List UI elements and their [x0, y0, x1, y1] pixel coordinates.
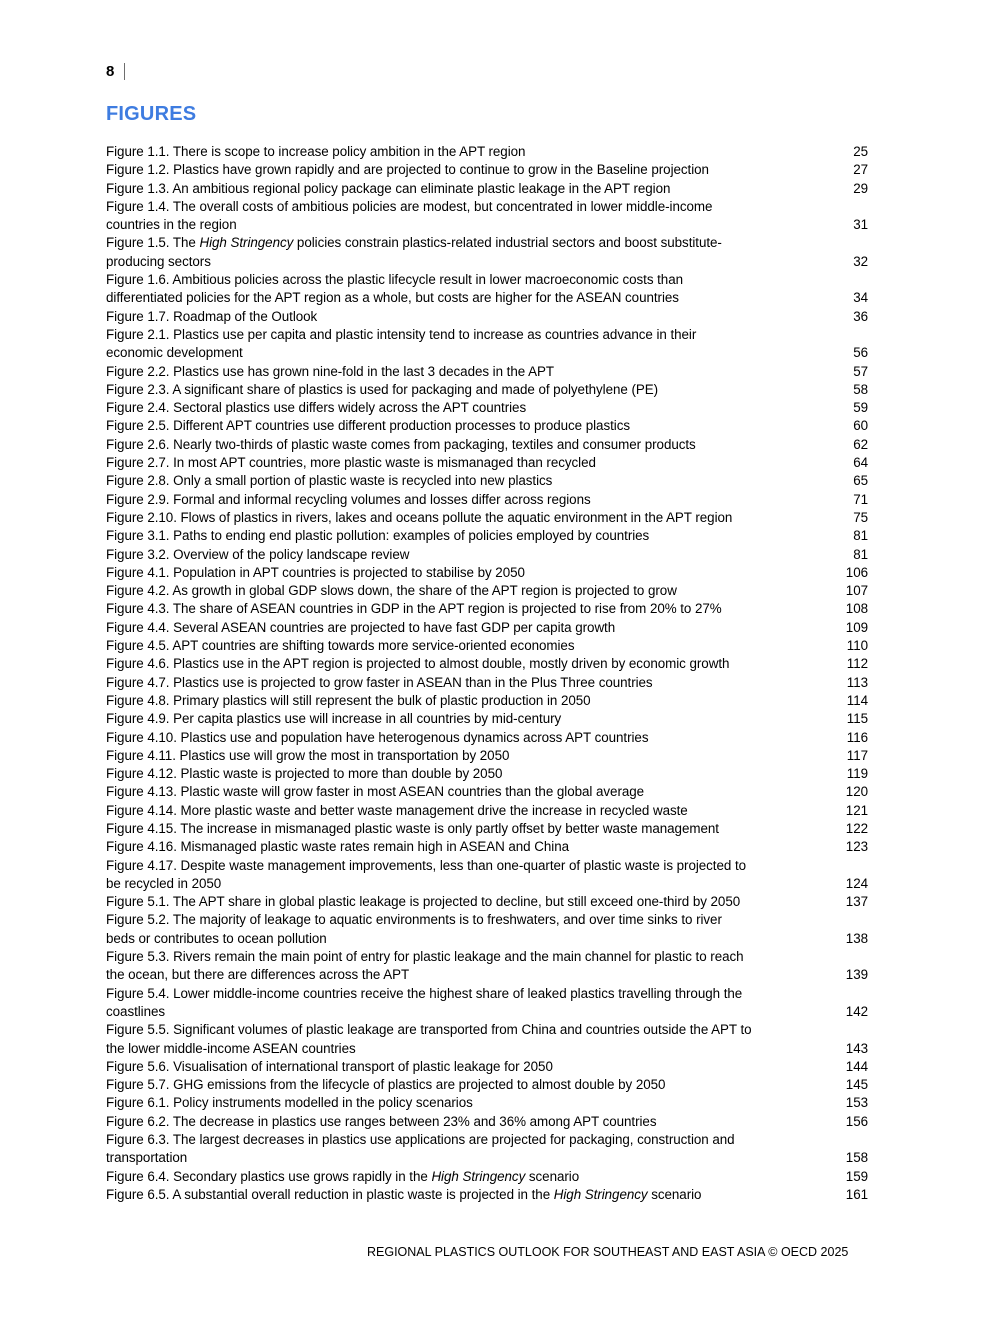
- toc-entry[interactable]: [106, 1168, 868, 1186]
- toc-entry-line: Figure 5.1. The APT share in global plastic leakage is projected to decline, but still exceed one-third by 2050: [106, 894, 741, 910]
- toc-entry[interactable]: [106, 143, 868, 161]
- toc-entry-page: 108: [845, 601, 868, 617]
- header-divider: [124, 63, 125, 80]
- toc-entry-line: Figure 5.7. GHG emissions from the lifecycle of plastics are projected to almost double by 2050: [106, 1077, 666, 1093]
- toc-entry-page: 58: [853, 381, 868, 397]
- toc-entry[interactable]: [106, 198, 868, 235]
- toc-entry[interactable]: [106, 454, 868, 472]
- toc-entry-line: Figure 4.7. Plastics use is projected to grow faster in ASEAN than in the Plus Three countries: [106, 674, 653, 690]
- toc-entry-page: 137: [845, 894, 868, 910]
- toc-entry-line: Figure 1.3. An ambitious regional policy package can eliminate plastic leakage in the APT region: [106, 180, 671, 196]
- toc-entry-line: Figure 4.2. As growth in global GDP slows down, the share of the APT region is projected to grow: [106, 583, 677, 599]
- toc-entry[interactable]: [106, 619, 868, 637]
- toc-entry-line: Figure 3.2. Overview of the policy landscape review: [106, 546, 410, 562]
- toc-entry[interactable]: [106, 509, 868, 527]
- toc-entry[interactable]: [106, 692, 868, 710]
- toc-entry-page: 153: [845, 1095, 868, 1111]
- toc-entry-page: 75: [853, 509, 868, 525]
- toc-entry-line: Figure 4.11. Plastics use will grow the most in transportation by 2050: [106, 747, 510, 763]
- toc-entry[interactable]: [106, 234, 868, 271]
- toc-entry[interactable]: [106, 417, 868, 435]
- toc-entry-page: 120: [845, 784, 868, 800]
- toc-entry-line: the ocean, but there are differences across the APT: [106, 967, 410, 983]
- toc-entry[interactable]: [106, 381, 868, 399]
- toc-entry[interactable]: [106, 1094, 868, 1112]
- toc-entry-page: 117: [846, 747, 868, 763]
- toc-entry-page: 106: [845, 564, 868, 580]
- toc-entry-line: Figure 5.2. The majority of leakage to aquatic environments is to freshwaters, and over time sinks to river: [106, 912, 722, 928]
- toc-entry-line: Figure 1.7. Roadmap of the Outlook: [106, 308, 318, 324]
- toc-entry-line: Figure 5.5. Significant volumes of plastic leakage are transported from China and countries outside the APT to: [106, 1022, 752, 1038]
- toc-entry-line: Figure 2.10. Flows of plastics in rivers, lakes and oceans pollute the aquatic environment in the APT region: [106, 509, 733, 525]
- toc-entry[interactable]: [106, 1021, 868, 1058]
- toc-entry-page: 59: [853, 400, 868, 416]
- toc-entry[interactable]: [106, 747, 868, 765]
- toc-entry-line: countries in the region: [106, 217, 237, 233]
- toc-entry[interactable]: [106, 1076, 868, 1094]
- toc-entry-page: 71: [853, 491, 868, 507]
- page-number: 8: [106, 63, 115, 80]
- toc-entry-page: 122: [845, 820, 868, 836]
- toc-entry[interactable]: [106, 820, 868, 838]
- toc-entry-line: Figure 4.1. Population in APT countries is projected to stabilise by 2050: [106, 564, 525, 580]
- toc-entry[interactable]: [106, 527, 868, 545]
- toc-entry[interactable]: [106, 729, 868, 747]
- toc-entry[interactable]: [106, 857, 868, 894]
- toc-entry[interactable]: [106, 546, 868, 564]
- toc-entry-line: Figure 1.5. The High Stringency policies constrain plastics-related industrial sectors and boost substitute-: [106, 235, 722, 251]
- toc-entry-line: transportation: [106, 1150, 188, 1166]
- toc-entry-page: 36: [853, 308, 868, 324]
- toc-entry-page: 145: [845, 1077, 868, 1093]
- toc-entry[interactable]: [106, 948, 868, 985]
- toc-entry[interactable]: [106, 1186, 868, 1204]
- toc-entry-line: Figure 2.4. Sectoral plastics use differs widely across the APT countries: [106, 400, 527, 416]
- toc-entry[interactable]: [106, 326, 868, 363]
- toc-entry-page: 60: [853, 418, 868, 434]
- toc-entry-line: Figure 4.9. Per capita plastics use will increase in all countries by mid-century: [106, 711, 562, 727]
- toc-entry-line: Figure 2.2. Plastics use has grown nine-fold in the last 3 decades in the APT: [106, 363, 554, 379]
- toc-entry-line: differentiated policies for the APT region as a whole, but costs are higher for the ASEAN countries: [106, 290, 679, 306]
- toc-entry-line: Figure 5.6. Visualisation of international transport of plastic leakage for 2050: [106, 1058, 553, 1074]
- toc-entry[interactable]: [106, 1131, 868, 1168]
- toc-entry-line: Figure 1.6. Ambitious policies across the plastic lifecycle result in lower macroeconomic costs than: [106, 272, 683, 288]
- toc-entry-line: Figure 3.1. Paths to ending end plastic pollution: examples of policies employed by countries: [106, 528, 650, 544]
- toc-entry-line: Figure 2.1. Plastics use per capita and plastic intensity tend to increase as countries advance in their: [106, 326, 697, 342]
- toc-entry-page: 161: [845, 1186, 868, 1202]
- toc-entry-line: Figure 4.14. More plastic waste and better waste management drive the increase in recycled waste: [106, 802, 688, 818]
- toc-entry-page: 116: [846, 729, 868, 745]
- toc-entry[interactable]: [106, 161, 868, 179]
- toc-entry-page: 112: [846, 656, 868, 672]
- toc-entry-line: Figure 6.4. Secondary plastics use grows rapidly in the High Stringency scenario: [106, 1168, 580, 1184]
- toc-entry[interactable]: [106, 655, 868, 673]
- toc-entry[interactable]: [106, 271, 868, 308]
- toc-entry-line: Figure 6.2. The decrease in plastics use ranges between 23% and 36% among APT countries: [106, 1113, 657, 1129]
- toc-entry-line: Figure 1.2. Plastics have grown rapidly and are projected to continue to grow in the Baseline projection: [106, 162, 709, 178]
- toc-entry-line: Figure 2.5. Different APT countries use different production processes to produce plastics: [106, 418, 630, 434]
- toc-entry-page: 158: [845, 1150, 868, 1166]
- toc-entry-line: Figure 4.16. Mismanaged plastic waste rates remain high in ASEAN and China: [106, 839, 569, 855]
- toc-entry-page: 32: [853, 253, 868, 269]
- toc-entry-line: Figure 2.8. Only a small portion of plastic waste is recycled into new plastics: [106, 473, 553, 489]
- toc-entry[interactable]: [106, 783, 868, 801]
- toc-entry-page: 65: [853, 473, 868, 489]
- toc-entry-line: Figure 4.3. The share of ASEAN countries in GDP in the APT region is projected to rise from 20% to 27%: [106, 601, 722, 617]
- toc-entry-line: Figure 2.9. Formal and informal recycling volumes and losses differ across regions: [106, 491, 591, 507]
- toc-entry[interactable]: [106, 802, 868, 820]
- toc-entry-page: 81: [853, 528, 868, 544]
- toc-entry-line: Figure 5.3. Rivers remain the main point of entry for plastic leakage and the main channel for plastic to reach: [106, 949, 744, 965]
- toc-entry[interactable]: [106, 564, 868, 582]
- toc-entry-line: Figure 6.1. Policy instruments modelled in the policy scenarios: [106, 1095, 473, 1111]
- toc-entry[interactable]: [106, 1113, 868, 1131]
- toc-entry-page: 34: [853, 290, 868, 306]
- toc-entry-page: 138: [845, 930, 868, 946]
- toc-entry-page: 124: [845, 875, 868, 891]
- toc-entry-page: 107: [845, 583, 868, 599]
- toc-entry-line: Figure 4.13. Plastic waste will grow faster in most ASEAN countries than the global average: [106, 784, 645, 800]
- toc-entry-line: coastlines: [106, 1003, 166, 1019]
- toc-entry-page: 119: [846, 766, 868, 782]
- toc-entry-line: be recycled in 2050: [106, 875, 222, 891]
- toc-entry-page: 113: [846, 674, 868, 690]
- toc-entry-line: the lower middle-income ASEAN countries: [106, 1040, 356, 1056]
- toc-entry-page: 31: [853, 217, 868, 233]
- toc-entry-page: 144: [845, 1058, 868, 1074]
- toc-entry-page: 56: [853, 345, 868, 361]
- toc-entry[interactable]: [106, 363, 868, 381]
- toc-entry-page: 109: [845, 619, 868, 635]
- toc-entry[interactable]: [106, 674, 868, 692]
- toc-entry-page: 25: [853, 144, 868, 159]
- toc-entry[interactable]: [106, 838, 868, 856]
- toc-entry-page: 57: [853, 363, 868, 379]
- toc-entry-line: Figure 5.4. Lower middle-income countries receive the highest share of leaked plastics travelling through the: [106, 985, 743, 1001]
- toc-entry[interactable]: [106, 710, 868, 728]
- toc-entry-page: 121: [845, 802, 868, 818]
- toc-entry[interactable]: [106, 765, 868, 783]
- toc-entry-line: Figure 2.3. A significant share of plastics is used for packaging and made of polyethylene (PE): [106, 381, 659, 397]
- figures-list: [106, 143, 868, 1204]
- toc-entry-line: Figure 4.15. The increase in mismanaged plastic waste is only partly offset by better waste management: [106, 820, 719, 836]
- toc-entry-page: 27: [853, 162, 868, 178]
- toc-entry-page: 115: [846, 711, 868, 727]
- toc-entry-page: 159: [845, 1168, 868, 1184]
- toc-entry[interactable]: [106, 436, 868, 454]
- toc-entry[interactable]: [106, 180, 868, 198]
- toc-entry[interactable]: [106, 472, 868, 490]
- toc-entry-line: Figure 4.10. Plastics use and population have heterogenous dynamics across APT countries: [106, 729, 649, 745]
- toc-entry-line: Figure 1.1. There is scope to increase policy ambition in the APT region: [106, 144, 526, 159]
- toc-entry-line: Figure 4.8. Primary plastics will still represent the bulk of plastic production in 2050: [106, 692, 591, 708]
- toc-entry[interactable]: [106, 985, 868, 1022]
- toc-entry-line: producing sectors: [106, 253, 211, 269]
- toc-entry-page: 81: [853, 546, 868, 562]
- toc-entry[interactable]: [106, 491, 868, 509]
- toc-entry[interactable]: [106, 399, 868, 417]
- toc-entry-line: Figure 1.4. The overall costs of ambitious policies are modest, but concentrated in lower middle-income: [106, 198, 713, 214]
- toc-entry-page: 142: [845, 1003, 868, 1019]
- toc-entry-line: Figure 4.17. Despite waste management improvements, less than one-quarter of plastic waste is projected to: [106, 857, 747, 873]
- toc-entry-page: 156: [845, 1113, 868, 1129]
- toc-entry-page: 62: [853, 436, 868, 452]
- toc-entry-line: beds or contributes to ocean pollution: [106, 930, 327, 946]
- toc-entry[interactable]: [106, 1058, 868, 1076]
- toc-entry-page: 123: [845, 839, 868, 855]
- toc-entry[interactable]: [106, 600, 868, 618]
- toc-entry-page: 114: [846, 692, 868, 708]
- toc-entry-line: Figure 2.7. In most APT countries, more plastic waste is mismanaged than recycled: [106, 455, 596, 471]
- toc-entry-line: Figure 4.4. Several ASEAN countries are projected to have fast GDP per capita growth: [106, 619, 616, 635]
- toc-entry-page: 64: [853, 455, 868, 471]
- page-title: FIGURES: [106, 103, 197, 125]
- toc-entry[interactable]: [106, 911, 868, 948]
- toc-entry-page: 139: [845, 967, 868, 983]
- toc-entry-line: Figure 4.12. Plastic waste is projected to more than double by 2050: [106, 766, 503, 782]
- toc-entry-line: Figure 2.6. Nearly two-thirds of plastic waste comes from packaging, textiles and consumer products: [106, 436, 696, 452]
- toc-entry-line: Figure 4.6. Plastics use in the APT region is projected to almost double, mostly driven by economic growth: [106, 656, 730, 672]
- page-header: [106, 63, 125, 80]
- toc-entry-line: economic development: [106, 345, 243, 361]
- toc-entry-page: 143: [845, 1040, 868, 1056]
- toc-entry-line: Figure 6.5. A substantial overall reduction in plastic waste is projected in the High Stringency scenario: [106, 1186, 702, 1202]
- toc-entry-line: Figure 4.5. APT countries are shifting towards more service-oriented economies: [106, 638, 575, 654]
- toc-entry-line: Figure 6.3. The largest decreases in plastics use applications are projected for packaging, construction and: [106, 1132, 735, 1148]
- running-footer: REGIONAL PLASTICS OUTLOOK FOR SOUTHEAST AND EAST ASIA © OECD 2025: [367, 1245, 849, 1259]
- toc-entry-page: 110: [846, 638, 868, 654]
- toc-entry[interactable]: [106, 582, 868, 600]
- toc-entry-page: 29: [853, 180, 868, 196]
- toc-entry[interactable]: [106, 893, 868, 911]
- toc-entry[interactable]: [106, 308, 868, 326]
- toc-entry[interactable]: [106, 637, 868, 655]
